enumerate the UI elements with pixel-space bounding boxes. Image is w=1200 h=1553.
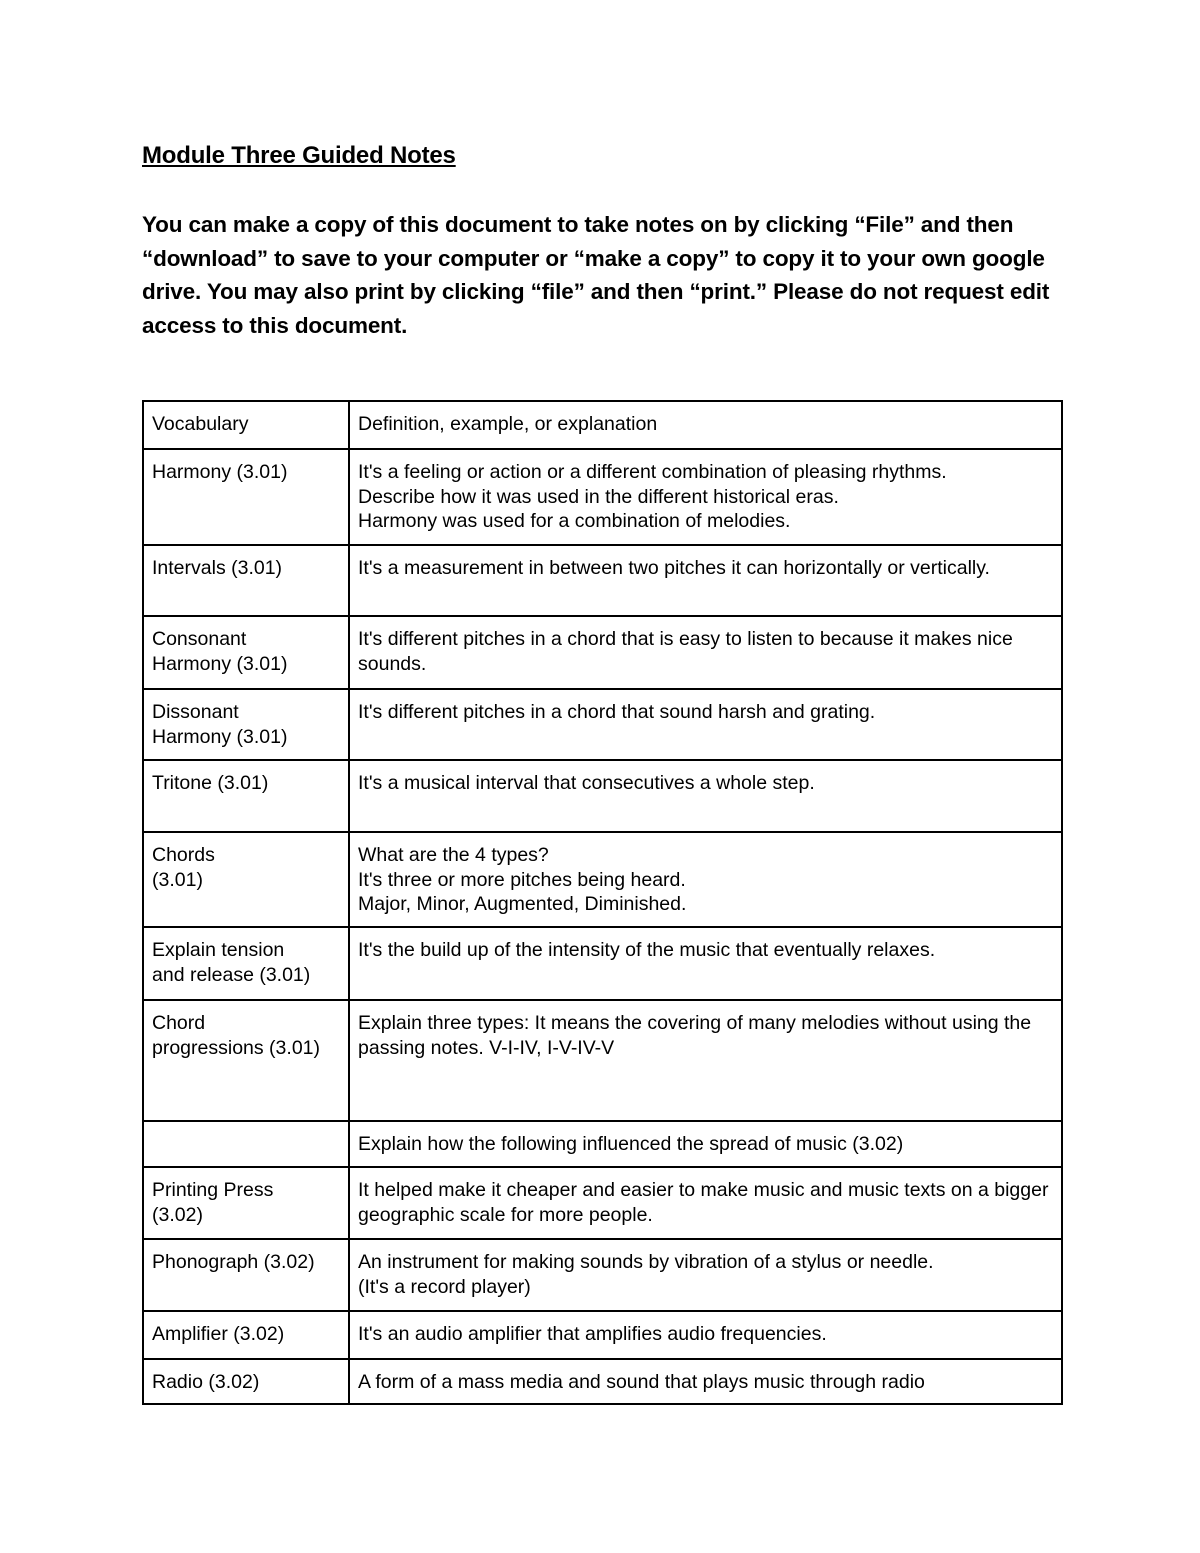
table-row bbox=[143, 449, 1062, 545]
table-row bbox=[143, 545, 1062, 616]
term-cell: Phonograph (3.02) bbox=[143, 1239, 349, 1311]
definition-cell: What are the 4 types? It's three or more pitches being heard. Major, Minor, Augmented, Diminished. bbox=[349, 832, 1062, 927]
definition-cell: It's an audio amplifier that amplifies audio frequencies. bbox=[349, 1311, 1062, 1359]
table-row bbox=[143, 1239, 1062, 1311]
term-cell: Printing Press (3.02) bbox=[143, 1167, 349, 1239]
table-row bbox=[143, 1121, 1062, 1167]
table-row bbox=[143, 616, 1062, 689]
term-cell: Harmony (3.01) bbox=[143, 449, 349, 545]
table-row bbox=[143, 1167, 1062, 1239]
term-cell: Explain tension and release (3.01) bbox=[143, 927, 349, 1000]
definition-cell: It's different pitches in a chord that is easy to listen to because it makes nice sounds. bbox=[349, 616, 1062, 689]
table-header-row bbox=[143, 401, 1062, 449]
definition-header: Definition, example, or explanation bbox=[349, 401, 1062, 449]
table-row bbox=[143, 760, 1062, 832]
definition-cell: It helped make it cheaper and easier to make music and music texts on a bigger geographic scale for more people. bbox=[349, 1167, 1062, 1239]
definition-cell: It's a musical interval that consecutives a whole step. bbox=[349, 760, 1062, 832]
term-cell: Tritone (3.01) bbox=[143, 760, 349, 832]
term-cell: Dissonant Harmony (3.01) bbox=[143, 689, 349, 760]
definition-cell: It's a measurement in between two pitches it can horizontally or vertically. bbox=[349, 545, 1062, 616]
definition-cell: It's the build up of the intensity of the music that eventually relaxes. bbox=[349, 927, 1062, 1000]
table-row bbox=[143, 927, 1062, 1000]
term-cell: Chord progressions (3.01) bbox=[143, 1000, 349, 1121]
definition-cell: It's a feeling or action or a different combination of pleasing rhythms. Describe how it was used in the different historical eras. Harmony was used for a combination of melodies. bbox=[349, 449, 1062, 545]
term-cell: Consonant Harmony (3.01) bbox=[143, 616, 349, 689]
definition-cell: A form of a mass media and sound that plays music through radio bbox=[349, 1359, 1062, 1404]
term-cell: Intervals (3.01) bbox=[143, 545, 349, 616]
instructions-paragraph: You can make a copy of this document to take notes on by clicking “File” and then “download” to save to your computer or “make a copy” to copy it to your own google drive. You may also print by clicking “file” and then “print.” Please do not request edit access to this document. bbox=[142, 212, 1050, 338]
definition-cell: It's different pitches in a chord that sound harsh and grating. bbox=[349, 689, 1062, 760]
vocabulary-table bbox=[142, 400, 1063, 1405]
definition-cell: Explain how the following influenced the spread of music (3.02) bbox=[349, 1121, 1062, 1167]
term-cell: Amplifier (3.02) bbox=[143, 1311, 349, 1359]
page-title: Module Three Guided Notes bbox=[142, 142, 456, 169]
definition-cell: Explain three types: It means the covering of many melodies without using the passing notes. V-I-IV, I-V-IV-V bbox=[349, 1000, 1062, 1121]
definition-cell: An instrument for making sounds by vibration of a stylus or needle. (It's a record player) bbox=[349, 1239, 1062, 1311]
term-cell bbox=[143, 1121, 349, 1167]
table-row bbox=[143, 1359, 1062, 1404]
vocabulary-header: Vocabulary bbox=[143, 401, 349, 449]
term-cell: Chords (3.01) bbox=[143, 832, 349, 927]
term-cell: Radio (3.02) bbox=[143, 1359, 349, 1404]
table-row bbox=[143, 1311, 1062, 1359]
table-row bbox=[143, 689, 1062, 760]
table-row bbox=[143, 1000, 1062, 1121]
table-row bbox=[143, 832, 1062, 927]
